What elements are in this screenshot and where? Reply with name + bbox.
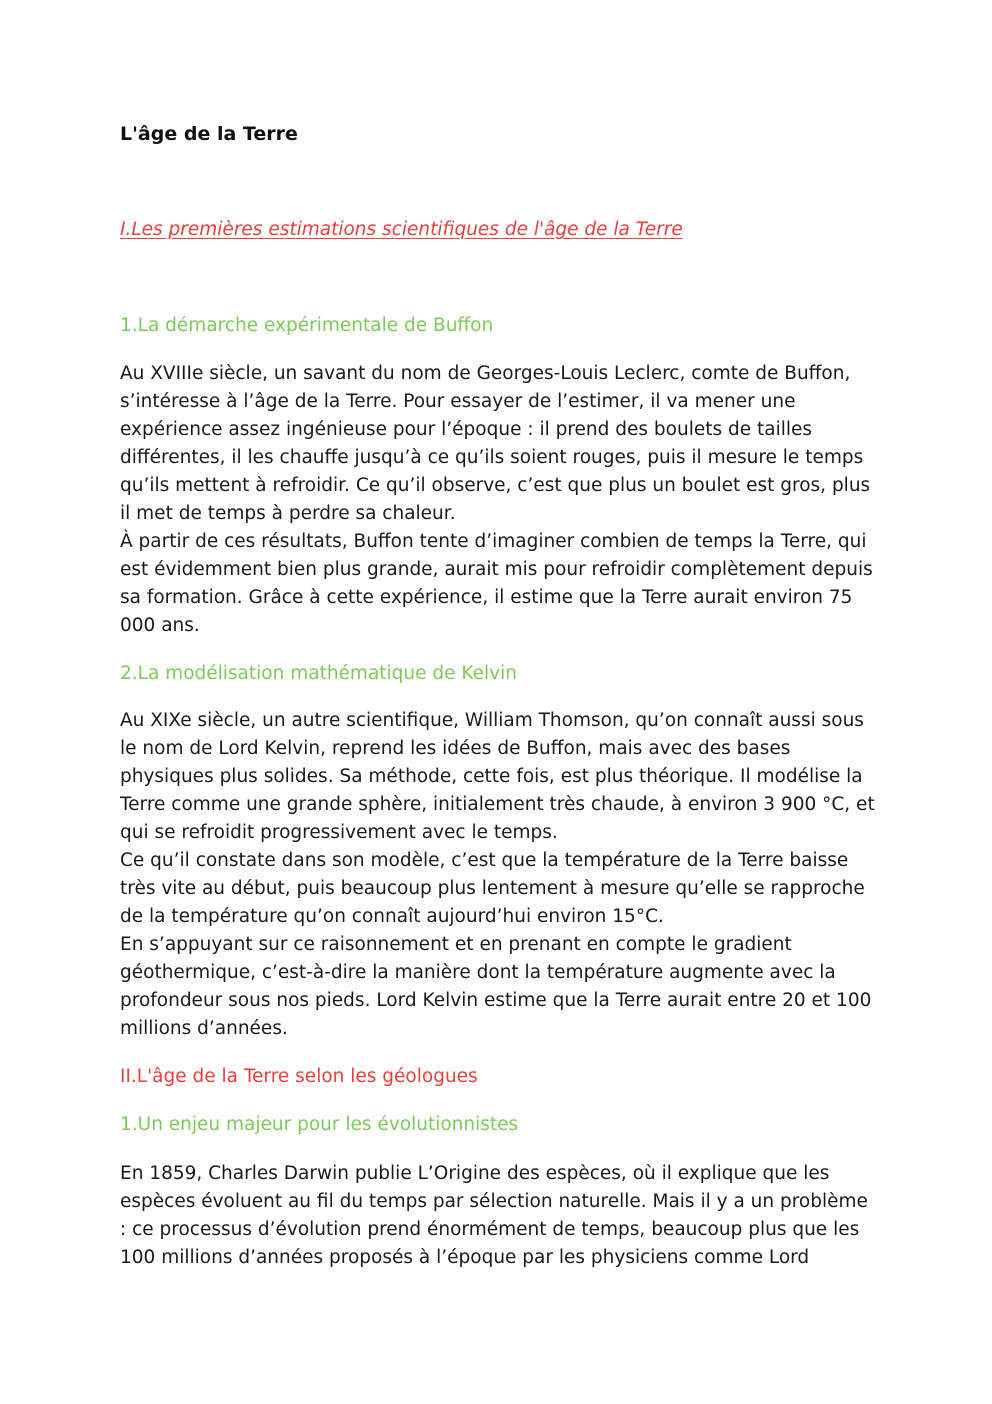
part2-section1-body — [120, 1160, 880, 1272]
paragraph: Au XVIIIe siècle, un savant du nom de Georges-Louis Leclerc, comte de Buffon, s’intéresse à l’âge de la Terre. Pour essayer de l’estimer, il va mener une expérience assez ingénieuse pour l’époque : il prend des boulets de tailles différentes, il les chauffe jusqu’à ce qu’ils soient rouges, puis il mesure le temps qu’ils mettent à refroidir. Ce qu’il observe, c’est que plus un boulet est gros, plus il met de temps à perdre sa chaleur. — [120, 363, 871, 524]
part1-section1-title: 1.La démarche expérimentale de Buffon — [120, 315, 494, 336]
part2-title: II.L'âge de la Terre selon les géologues — [120, 1066, 478, 1087]
part2-section1-title: 1.Un enjeu majeur pour les évolutionnistes — [120, 1114, 519, 1135]
part1-section2-body — [120, 707, 880, 1043]
part1-section2-title: 2.La modélisation mathématique de Kelvin — [120, 663, 517, 684]
document-title: L'âge de la Terre — [120, 123, 298, 145]
paragraph: En 1859, Charles Darwin publie L’Origine des espèces, où il explique que les espèces évoluent au fil du temps par sélection naturelle. Mais il y a un problème : ce processus d’évolution prend énormément de temps, beaucoup plus que les 100 millions d’années proposés à l’époque par les physiciens comme Lord — [120, 1163, 868, 1268]
part1-title: I.Les premières estimations scientifiques de l'âge de la Terre — [120, 219, 683, 240]
paragraph: En s’appuyant sur ce raisonnement et en prenant en compte le gradient géothermique, c’est-à-dire la manière dont la température augmente avec la profondeur sous nos pieds. Lord Kelvin estime que la Terre aurait entre 20 et 100 millions d’années. — [120, 934, 872, 1039]
paragraph: Au XIXe siècle, un autre scientifique, William Thomson, qu’on connaît aussi sous le nom de Lord Kelvin, reprend les idées de Buffon, mais avec des bases physiques plus solides. Sa méthode, cette fois, est plus théorique. Il modélise la Terre comme une grande sphère, initialement très chaude, à environ 3 900 °C, et qui se refroidit progressivement avec le temps. — [120, 710, 875, 843]
paragraph: Ce qu’il constate dans son modèle, c’est que la température de la Terre baisse très vite au début, puis beaucoup plus lentement à mesure qu’elle se rapproche de la température qu’on connaît aujourd’hui environ 15°C. — [120, 850, 865, 927]
part1-section1-body — [120, 360, 880, 640]
paragraph: À partir de ces résultats, Buffon tente d’imaginer combien de temps la Terre, qui est évidemment bien plus grande, aurait mis pour refroidir complètement depuis sa formation. Grâce à cette expérience, il estime que la Terre aurait environ 75 000 ans. — [120, 531, 873, 636]
